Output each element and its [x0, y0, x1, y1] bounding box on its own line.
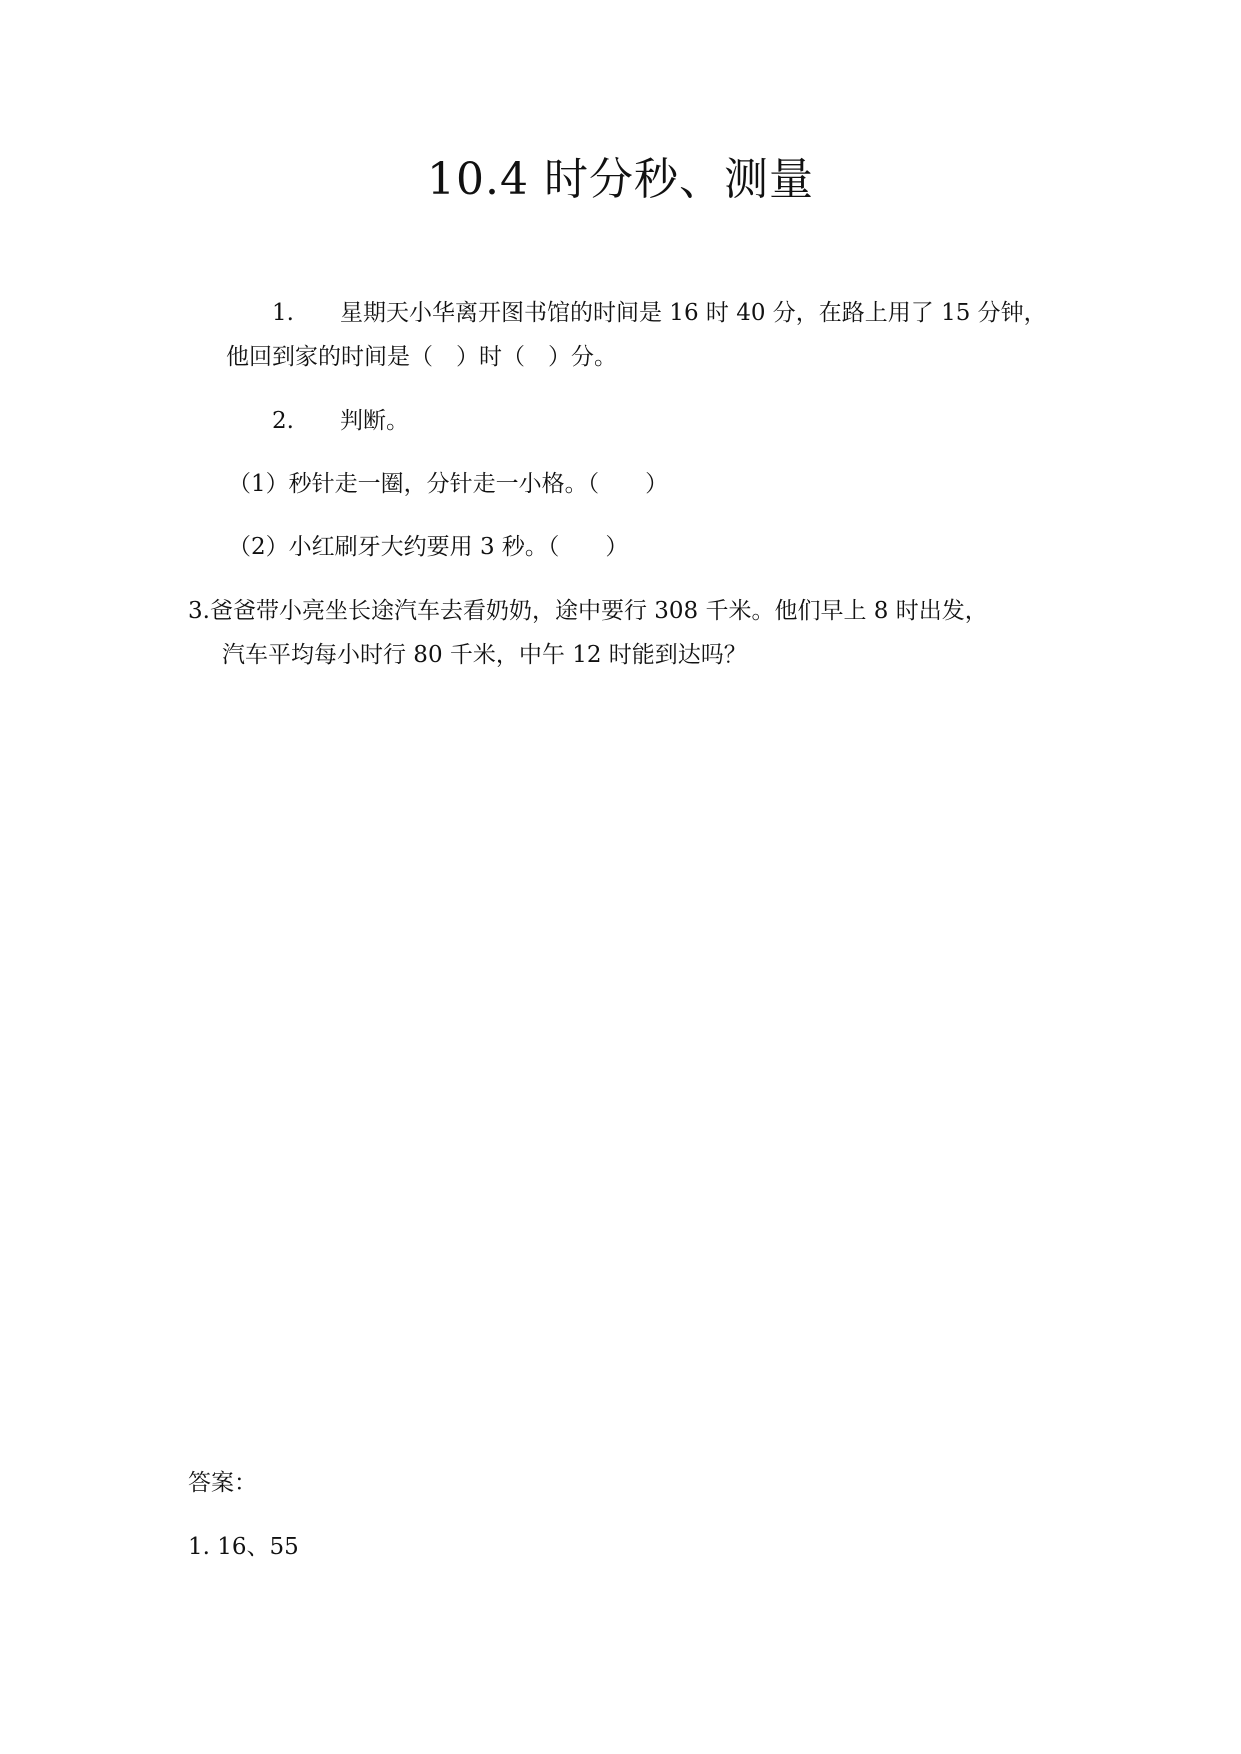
question-2-item-1: （1）秒针走一圈，分针走一小格。（ ） [228, 471, 669, 497]
question-1-text-line-2: 他回到家的时间是（ ）时（ ）分。 [226, 344, 617, 370]
question-2-text: 判断。 [340, 408, 409, 434]
question-1-text-line-1: 星期天小华离开图书馆的时间是 16 时 40 分，在路上用了 15 分钟， [340, 300, 1047, 326]
answer-1: 1. 16、55 [188, 1534, 299, 1560]
question-2-item-2: （2）小红刷牙大约要用 3 秒。（ ） [228, 534, 629, 560]
question-1-number: 1. [272, 300, 294, 326]
question-3-text-line-1: 3.爸爸带小亮坐长途汽车去看奶奶，途中要行 308 千米。他们早上 8 时出发， [188, 598, 988, 624]
page-title: 10.4 时分秒、测量 [427, 154, 814, 205]
question-2-number: 2. [272, 408, 294, 434]
question-3-text-line-2: 汽车平均每小时行 80 千米，中午 12 时能到达吗？ [222, 642, 747, 668]
answers-heading: 答案： [188, 1470, 257, 1496]
